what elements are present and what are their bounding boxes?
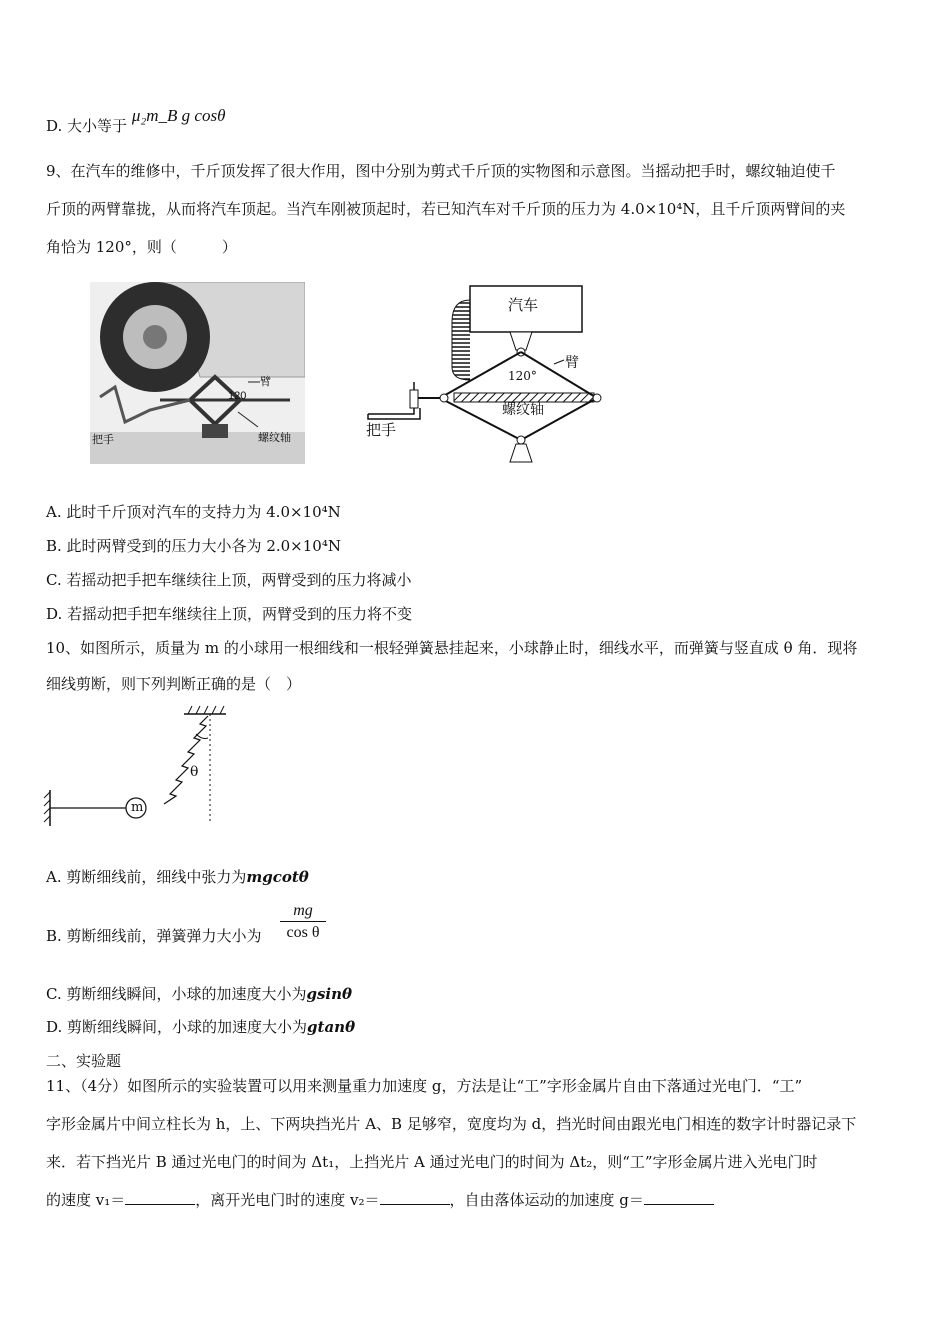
q10-option-b-text: B. 剪断细线前，弹簧弹力大小为 <box>46 927 262 945</box>
diagram-label-screw: 螺纹轴 <box>502 402 544 418</box>
q10-option-d-text: D. 剪断细线瞬间，小球的加速度大小为 <box>46 1018 308 1036</box>
q9-option-c: C. 若摇动把手把车继续往上顶，两臂受到的压力将减小 <box>46 571 412 589</box>
section-heading: 二、实验题 <box>46 1052 122 1070</box>
q10-option-c <box>46 984 352 1004</box>
q11-v1-blank[interactable] <box>125 1190 195 1205</box>
q10-option-b-numerator: mg <box>280 901 326 922</box>
q11-v2-label: ，离开光电门时的速度 v₂＝ <box>195 1191 380 1209</box>
q8-option-d <box>46 106 226 136</box>
q10-option-c-text: C. 剪断细线瞬间，小球的加速度大小为 <box>46 985 307 1003</box>
q9-stem-line3: 角恰为 120°，则（ ） <box>46 238 237 256</box>
q8-option-d-label: D. 大小等于 <box>46 117 128 135</box>
jack-diagram-drawing <box>360 282 620 467</box>
q10-option-a-text: A. 剪断细线前，细线中张力为 <box>46 868 247 886</box>
q10-stem-line2: 细线剪断，则下列判断正确的是（ ） <box>46 675 302 693</box>
photo-label-handle: 把手 <box>92 433 114 446</box>
q10-option-c-formula: gsinθ <box>306 985 353 1003</box>
diagram-label-car: 汽车 <box>508 296 539 314</box>
q10-option-d <box>46 1017 355 1037</box>
diagram-label-arm: 臂 <box>565 355 579 371</box>
q9-option-a: A. 此时千斤顶对汽车的支持力为 4.0×10⁴N <box>46 503 341 521</box>
q9-stem-line2: 斤顶的两臂靠拢，从而将汽车顶起。当汽车刚被顶起时，若已知汽车对千斤顶的压力为 4.0×10⁴N，且千斤顶两臂间的夹 <box>46 200 846 218</box>
q11-line3: 来．若下挡光片 B 通过光电门的时间为 Δt₁，上挡光片 A 通过光电门的时间为 Δt₂，则“工”字形金属片进入光电门时 <box>46 1153 818 1171</box>
q11-g-blank[interactable] <box>644 1190 714 1205</box>
q11-v2-blank[interactable] <box>380 1190 450 1205</box>
q10-option-d-formula: gtanθ <box>307 1018 356 1036</box>
q10-option-b-denominator: cos θ <box>286 924 320 941</box>
photo-label-angle: 120 <box>228 390 247 402</box>
spring-figure <box>40 704 240 830</box>
q10-stem-line1: 10、如图所示，质量为 m 的小球用一根细线和一根轻弹簧悬挂起来，小球静止时，细线水平，而弹簧与竖直成 θ 角．现将 <box>46 639 858 657</box>
q11-g-label: ，自由落体运动的加速度 g＝ <box>449 1191 644 1209</box>
q11-line4 <box>46 1190 714 1210</box>
spring-figure-theta: θ <box>190 764 199 780</box>
jack-photo <box>90 282 305 464</box>
q8-option-d-formula: μ₂m_B g cosθ <box>131 106 226 125</box>
q11-v1-label: 的速度 v₁＝ <box>46 1191 126 1209</box>
spring-figure-mass: m <box>131 800 144 815</box>
q11-line1: 11、（4分）如图所示的实验装置可以用来测量重力加速度 g，方法是让“工”字形金属片自由下落通过光电门．“工” <box>46 1077 803 1095</box>
photo-label-screw: 螺纹轴 <box>258 431 291 444</box>
diagram-label-angle: 120° <box>508 369 537 383</box>
diagram-label-handle: 把手 <box>366 421 397 439</box>
photo-label-arm: 臂 <box>260 375 271 388</box>
jack-diagram <box>360 282 620 467</box>
q9-option-d: D. 若摇动把手把车继续往上顶，两臂受到的压力将不变 <box>46 605 413 623</box>
q9-stem-line1: 9、在汽车的维修中，千斤顶发挥了很大作用，图中分别为剪式千斤顶的实物图和示意图。当摇动把手时，螺纹轴迫使千 <box>46 162 836 180</box>
q9-option-b: B. 此时两臂受到的压力大小各为 2.0×10⁴N <box>46 537 341 555</box>
q10-option-b-fraction <box>280 901 326 944</box>
q10-option-a <box>46 867 309 887</box>
q11-line2: 字形金属片中间立柱长为 h，上、下两块挡光片 A、B 足够窄，宽度均为 d，挡光时间由跟光电门相连的数字计时器记录下 <box>46 1115 857 1133</box>
q10-option-a-formula: mgcotθ <box>246 868 309 886</box>
